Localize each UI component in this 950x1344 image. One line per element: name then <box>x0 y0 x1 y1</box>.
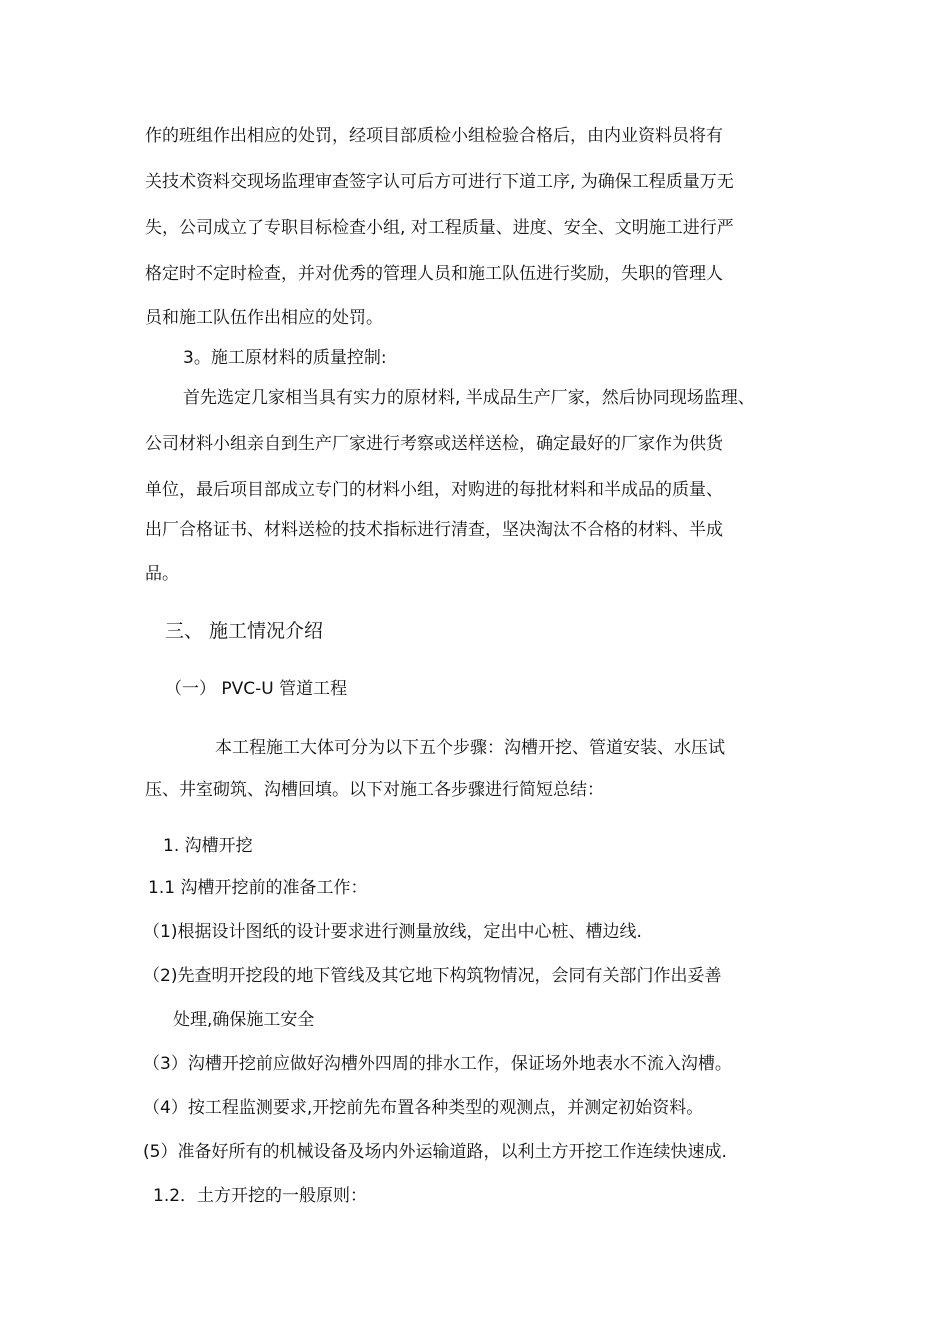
paragraph-line: 公司材料小组亲自到生产厂家进行考察或送样送检，确定最好的厂家作为供货 <box>145 434 723 454</box>
paragraph-line: 作的班组作出相应的处罚，经项目部质检小组检验合格后，由内业资料员将有 <box>145 126 723 146</box>
list-item: （4）按工程监测要求,开挖前先布置各种类型的观测点，并测定初始资料。 <box>143 1098 704 1118</box>
paragraph-line: 格定时不定时检查，并对优秀的管理人员和施工队伍进行奖励，失职的管理人 <box>145 264 723 284</box>
paragraph-line: 关技术资料交现场监理审查签字认可后方可进行下道工序, 为确保工程质量万无 <box>145 172 734 192</box>
paragraph-line: 单位，最后项目部成立专门的材料小组，对购进的每批材料和半成品的质量、 <box>145 480 723 500</box>
section-title: 三、 施工情况介绍 <box>165 620 324 642</box>
step-subtitle: 1.1 沟槽开挖前的准备工作： <box>148 878 368 898</box>
paragraph-line: 品。 <box>145 564 179 584</box>
list-item: (5）准备好所有的机械设备及场内外运输道路，以利土方开挖工作连续快速成. <box>143 1142 727 1162</box>
step-title: 1. 沟槽开挖 <box>163 836 253 856</box>
item3-title: 3。施工原材料的质量控制: <box>183 348 387 368</box>
list-item-continuation: 处理,确保施工安全 <box>173 1010 315 1030</box>
paragraph-line: 压、井室砌筑、沟槽回填。以下对施工各步骤进行简短总结： <box>145 780 604 800</box>
paragraph-line: 员和施工队伍作出相应的处罚。 <box>145 308 383 328</box>
paragraph-line: 出厂合格证书、材料送检的技术指标进行清查，坚决淘汰不合格的材料、半成 <box>145 520 723 540</box>
list-item: （3）沟槽开挖前应做好沟槽外四周的排水工作，保证场外地表水不流入沟槽。 <box>143 1054 732 1074</box>
list-item: （2)先查明开挖段的地下管线及其它地下构筑物情况，会同有关部门作出妥善 <box>143 966 722 986</box>
step-subtitle: 1.2．土方开挖的一般原则： <box>153 1186 368 1206</box>
subsection-title: （一） PVC-U 管道工程 <box>165 679 348 699</box>
paragraph-line: 首先选定几家相当具有实力的原材料, 半成品生产厂家，然后协同现场监理、 <box>183 388 755 408</box>
paragraph-line: 失，公司成立了专职目标检查小组, 对工程质量、进度、安全、文明施工进行严 <box>145 218 734 238</box>
paragraph-line: 本工程施工大体可分为以下五个步骤：沟槽开挖、管道安装、水压试 <box>215 738 725 758</box>
list-item: （1)根据设计图纸的设计要求进行测量放线，定出中心桩、槽边线. <box>143 922 642 942</box>
